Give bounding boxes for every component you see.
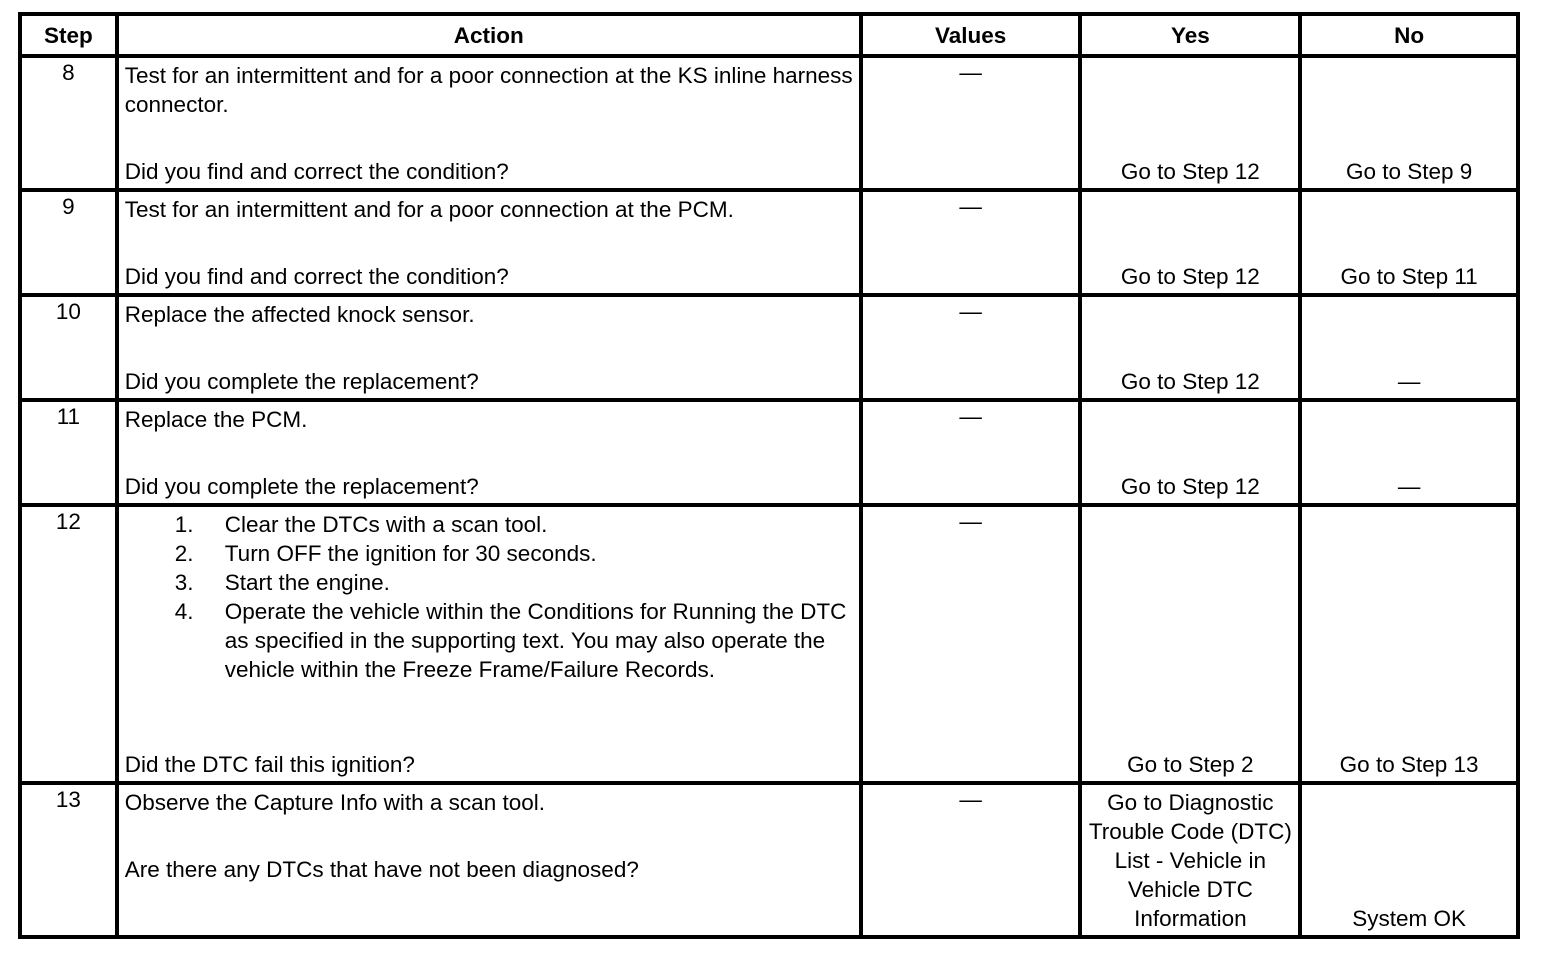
table-row-step-8 <box>20 56 1518 190</box>
yes-link[interactable]: Go to Step 2 <box>1127 752 1254 777</box>
no-value: — <box>1397 474 1421 499</box>
list-item <box>175 539 853 568</box>
action-cell <box>117 400 861 505</box>
yes-cell <box>1080 190 1300 295</box>
action-text: Observe the Capture Info with a scan tool. <box>124 790 545 815</box>
no-link[interactable]: Go to Step 13 <box>1339 752 1479 777</box>
action-question: Did you complete the replacement? <box>124 474 479 499</box>
list-item <box>175 510 853 539</box>
action-question: Did the DTC fail this ignition? <box>124 752 415 777</box>
header-step: Step <box>20 14 117 56</box>
values-cell: — <box>861 190 1081 295</box>
header-no: No <box>1300 14 1518 56</box>
action-question: Did you find and correct the condition? <box>124 159 509 184</box>
values-cell: — <box>861 783 1081 937</box>
yes-cell <box>1080 783 1300 937</box>
substep-number: 2. <box>174 541 194 566</box>
no-cell <box>1300 505 1518 783</box>
action-question: Did you complete the replacement? <box>124 369 479 394</box>
no-link[interactable]: Go to Step 9 <box>1345 159 1473 184</box>
table-row-step-9 <box>20 190 1518 295</box>
step-number: 11 <box>20 400 117 505</box>
step-number: 9 <box>20 190 117 295</box>
header-action: Action <box>117 14 861 56</box>
values-cell: — <box>861 56 1081 190</box>
header-row <box>20 14 1518 56</box>
no-cell <box>1300 56 1518 190</box>
action-text: Replace the affected knock sensor. <box>124 302 475 327</box>
no-value: — <box>1397 369 1421 394</box>
action-cell <box>117 190 861 295</box>
table-row-step-12 <box>20 505 1518 783</box>
no-value: System OK <box>1352 906 1466 931</box>
action-cell <box>117 783 861 937</box>
substep-number: 3. <box>174 570 194 595</box>
header-yes: Yes <box>1080 14 1300 56</box>
substep-text: Turn OFF the ignition for 30 seconds. <box>224 541 597 566</box>
yes-link[interactable]: Go to Step 12 <box>1120 159 1260 184</box>
header-values: Values <box>861 14 1081 56</box>
action-text: Replace the PCM. <box>124 407 308 432</box>
substep-text: Start the engine. <box>224 570 390 595</box>
list-item <box>175 568 853 597</box>
yes-cell <box>1080 400 1300 505</box>
action-cell <box>117 505 861 783</box>
action-cell <box>117 295 861 400</box>
substep-text: Operate the vehicle within the Conditions for Running the DTC as specified in the supporting text. You may also operate the vehicle within the Freeze Frame/Failure Records. <box>224 599 847 682</box>
substep-number: 1. <box>174 512 194 537</box>
table-row-step-10 <box>20 295 1518 400</box>
list-item <box>175 597 853 684</box>
diagnostic-table <box>18 12 1520 939</box>
action-text: Test for an intermittent and for a poor connection at the PCM. <box>124 197 734 222</box>
yes-link[interactable]: Go to Step 12 <box>1120 264 1260 289</box>
values-cell: — <box>861 505 1081 783</box>
no-link[interactable]: Go to Step 11 <box>1340 264 1478 289</box>
table-row-step-13 <box>20 783 1518 937</box>
table-row-step-11 <box>20 400 1518 505</box>
substep-number: 4. <box>174 599 194 624</box>
action-question: Are there any DTCs that have not been diagnosed? <box>124 857 639 882</box>
substep-text: Clear the DTCs with a scan tool. <box>224 512 548 537</box>
no-cell <box>1300 400 1518 505</box>
no-cell <box>1300 190 1518 295</box>
yes-cell <box>1080 505 1300 783</box>
step-number: 12 <box>20 505 117 783</box>
yes-cell <box>1080 295 1300 400</box>
yes-link[interactable]: Go to Diagnostic Trouble Code (DTC) List - Vehicle in Vehicle DTC Information <box>1088 790 1292 931</box>
substep-list <box>125 510 853 684</box>
values-cell: — <box>861 400 1081 505</box>
no-cell <box>1300 295 1518 400</box>
action-text: Test for an intermittent and for a poor connection at the KS inline harness connector. <box>124 63 853 117</box>
yes-cell <box>1080 56 1300 190</box>
yes-link[interactable]: Go to Step 12 <box>1120 474 1260 499</box>
step-number: 8 <box>20 56 117 190</box>
values-cell: — <box>861 295 1081 400</box>
action-question: Did you find and correct the condition? <box>124 264 509 289</box>
step-number: 10 <box>20 295 117 400</box>
yes-link[interactable]: Go to Step 12 <box>1120 369 1260 394</box>
no-cell <box>1300 783 1518 937</box>
step-number: 13 <box>20 783 117 937</box>
action-cell <box>117 56 861 190</box>
